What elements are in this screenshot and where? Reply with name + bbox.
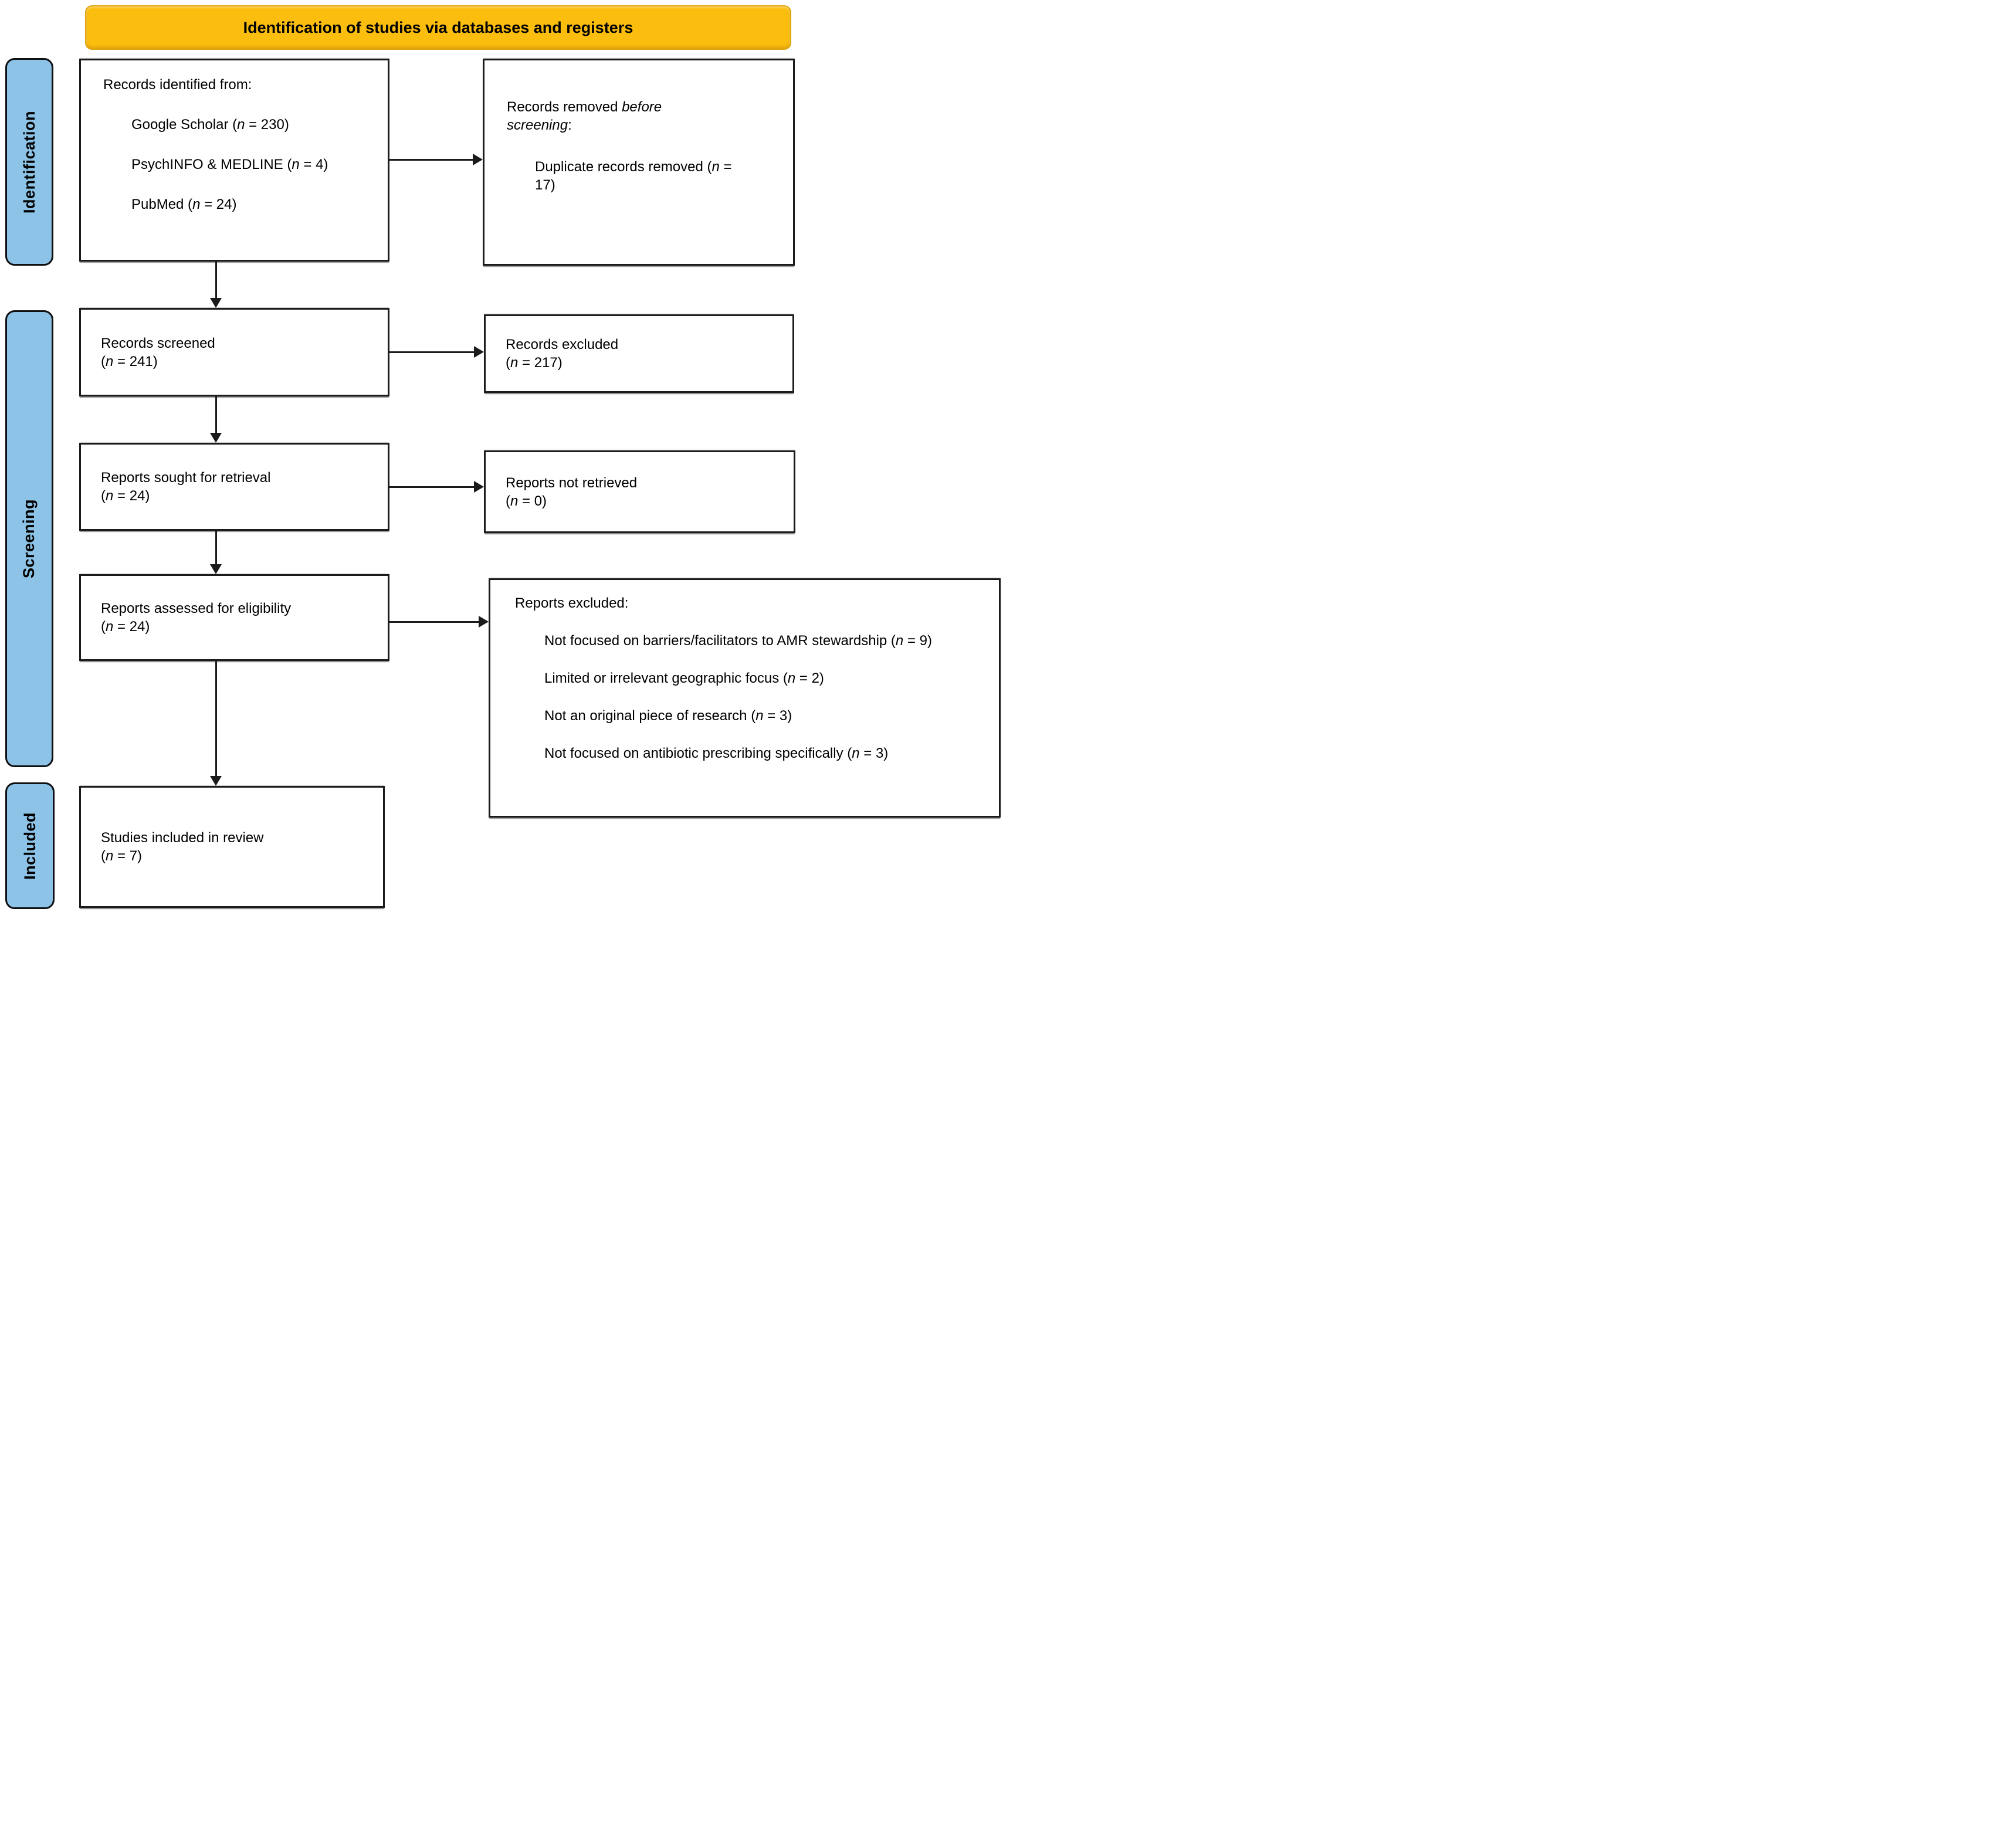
reports-not-retrieved-count: (n = 0) [506,493,547,509]
reports-sought-count: (n = 24) [101,488,150,504]
reports-assessed-count: (n = 24) [101,619,150,635]
title-banner [85,5,791,50]
reports-excluded-reason: Not focused on barriers/facilitators to AMR stewardship (n = 9) [544,633,932,649]
records-identified-source: Google Scholar (n = 230) [131,117,289,133]
records-identified-heading: Records identified from: [103,77,252,93]
box-records-screened [79,308,389,396]
arrow-assessed-to-included [210,661,222,786]
records-removed-heading: Records removed before screening: [507,99,662,133]
stage-included-label: Included [21,812,39,880]
studies-included-count: (n = 7) [101,848,143,864]
box-studies-included [79,786,385,908]
box-reports-assessed [79,574,389,661]
records-identified-source: PsychINFO & MEDLINE (n = 4) [131,157,328,172]
arrow-identified-to-screened [210,262,222,308]
box-reports-not-retrieved [484,450,795,533]
reports-assessed-line: Reports assessed for eligibility [101,601,292,616]
records-screened-count: (n = 241) [101,353,158,369]
title-banner-label: Identification of studies via databases and registers [243,18,633,36]
arrow-screened-to-excluded [389,346,484,358]
stage-included [5,782,55,909]
reports-excluded-heading: Reports excluded: [515,595,629,611]
reports-not-retrieved-line: Reports not retrieved [506,474,638,491]
records-identified-source: PubMed (n = 24) [131,196,237,212]
prisma-flow-diagram [0,0,1008,912]
arrow-sought-to-assessed [210,531,222,574]
reports-excluded-reason: Limited or irrelevant geographic focus (n = 2) [544,670,824,686]
records-screened-line: Records screened [101,335,215,351]
reports-excluded-reason: Not focused on antibiotic prescribing specifically (n = 3) [544,745,889,761]
arrow-screened-to-sought [210,396,222,443]
arrow-identified-to-removed [389,154,483,165]
studies-included-line: Studies included in review [101,830,264,846]
records-removed-reason: Duplicate records removed (n = 17) [535,159,732,193]
stage-screening [5,310,53,767]
stage-screening-label: Screening [20,499,38,579]
stage-identification-label: Identification [20,110,38,213]
reports-excluded-reason: Not an original piece of research (n = 3) [544,708,792,724]
arrow-sought-to-not-retrieved [389,481,484,493]
stage-identification [5,58,53,266]
box-reports-sought [79,443,389,531]
box-records-excluded [484,314,794,393]
arrow-assessed-to-excluded [389,616,489,628]
records-excluded-line: Records excluded [506,337,619,352]
box-records-removed [483,59,795,266]
box-reports-excluded [489,578,1001,818]
box-records-identified [79,59,389,262]
records-excluded-count: (n = 217) [506,355,563,371]
reports-sought-line: Reports sought for retrieval [101,470,271,486]
